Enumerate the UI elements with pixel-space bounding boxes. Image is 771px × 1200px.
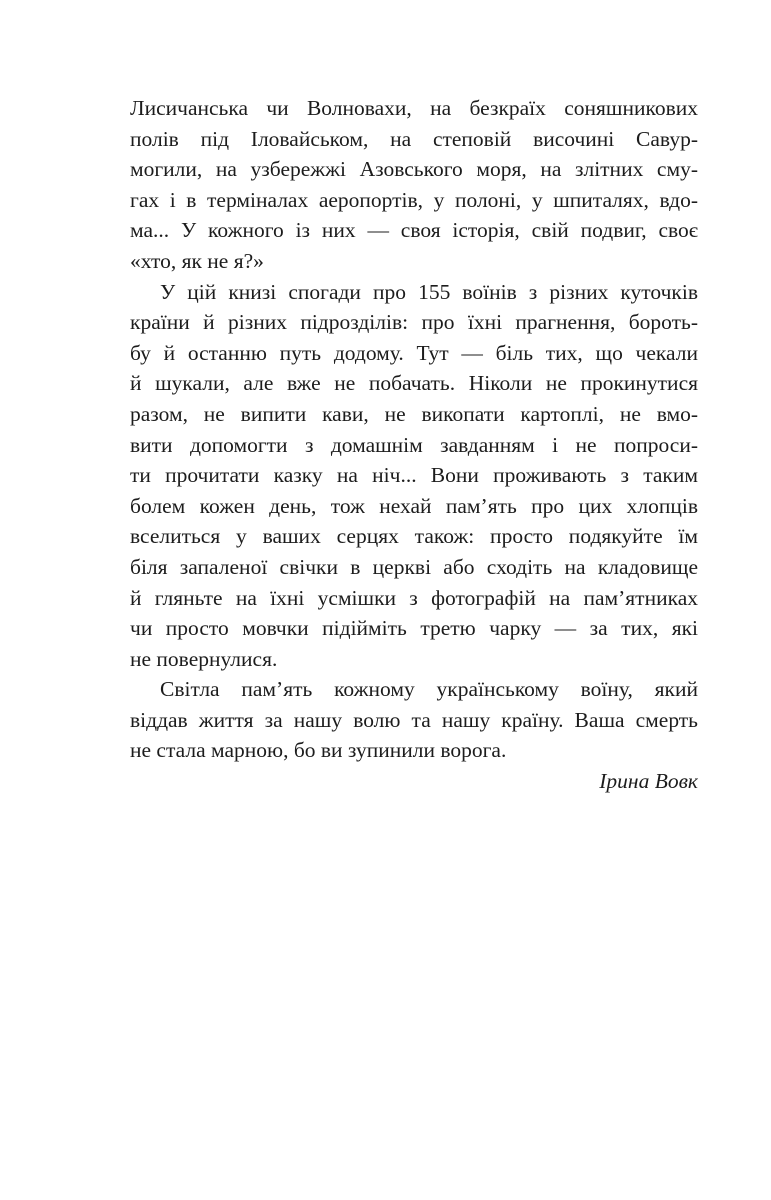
text-line: не повернулися. xyxy=(130,646,278,671)
paragraph-2 xyxy=(130,277,698,675)
body-text xyxy=(130,93,698,797)
text-line: полів під Іловайськом, на степовій височині Савур- xyxy=(130,126,698,151)
text-line: Світла пам’ять кожному українському воїну, який xyxy=(160,677,698,702)
text-line: разом, не випити кави, не викопати картоплі, не вмо- xyxy=(130,401,698,426)
text-line: біля запаленої свічки в церкві або сходіть на кладовище xyxy=(130,554,698,579)
text-line: могили, на узбережжі Азовського моря, на злітних сму- xyxy=(130,157,698,182)
text-line: Лисичанська чи Волновахи, на безкраїх соняшникових xyxy=(130,96,698,120)
text-line: ма... У кожного із них — своя історія, свій подвиг, своє xyxy=(130,218,698,243)
text-line: болем кожен день, тож нехай пам’ять про цих хлопців xyxy=(130,493,698,518)
text-line: гах і в терміналах аеропортів, у полоні, у шпиталях, вдо- xyxy=(130,187,698,212)
text-line: бу й останню путь додому. Тут — біль тих, що чекали xyxy=(130,340,698,365)
text-line: ти прочитати казку на ніч... Вони проживають з таким xyxy=(130,463,698,488)
text-line: й гляньте на їхні усмішки з фотографій на пам’ятниках xyxy=(130,585,698,610)
text-line: У цій книзі спогади про 155 воїнів з різних куточків xyxy=(160,279,698,304)
author-signature: Ірина Вовк xyxy=(599,769,698,794)
text-line: вити допомогти з домашнім завданням і не попроси- xyxy=(130,432,698,457)
text-line: вселиться у ваших серцях також: просто подякуйте їм xyxy=(130,524,698,549)
text-line: чи просто мовчки підійміть третю чарку — за тих, які xyxy=(130,616,698,641)
text-line: й шукали, але вже не побачать. Ніколи не прокинутися xyxy=(130,371,698,396)
text-line: «хто, як не я?» xyxy=(130,248,264,273)
paragraph-1 xyxy=(130,93,698,277)
text-line: не стала марною, бо ви зупинили ворога. xyxy=(130,738,507,763)
text-line: віддав життя за нашу волю та нашу країну. Ваша смерть xyxy=(130,707,698,732)
text-line: країни й різних підрозділів: про їхні прагнення, бороть- xyxy=(130,310,698,335)
paragraph-3 xyxy=(130,674,698,766)
